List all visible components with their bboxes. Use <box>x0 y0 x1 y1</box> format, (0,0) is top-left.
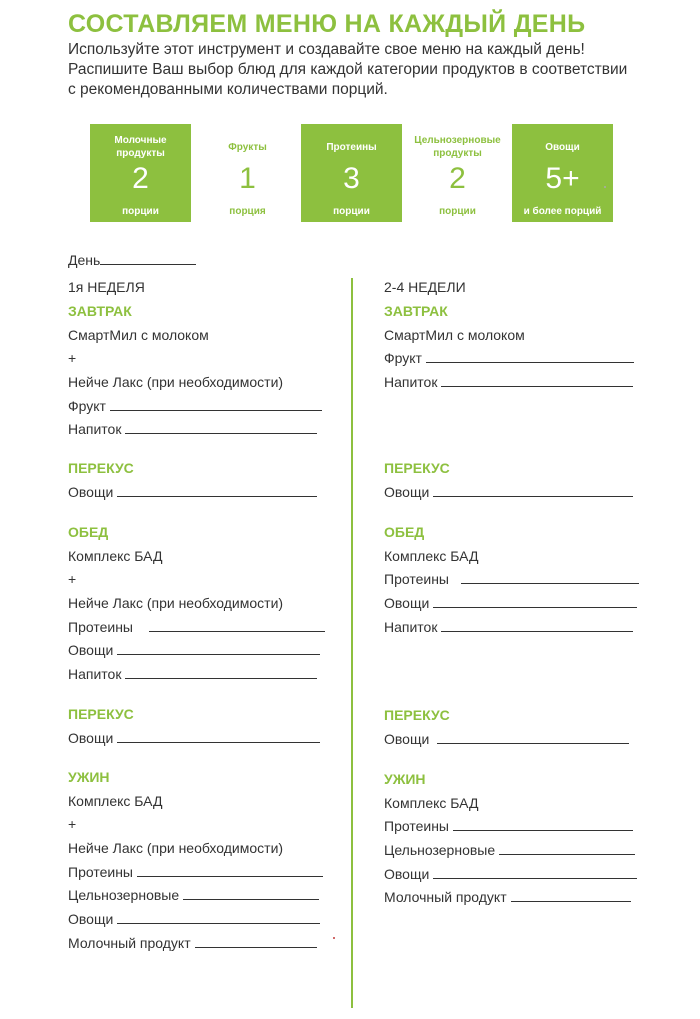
intro-text: Используйте этот инструмент и создавайте свое меню на каждый день! Распишите Ваш выбор блюд для каждой категории продуктов в соответствии с рекомендованными количествами порций. <box>68 41 628 98</box>
week1-snack2-title: ПЕРЕКУС <box>68 706 134 722</box>
field-label: Протеины <box>384 818 449 834</box>
week1-breakfast-drink[interactable] <box>68 421 317 437</box>
week2-snack1-title: ПЕРЕКУС <box>384 460 450 476</box>
field-label: Напиток <box>68 666 122 682</box>
fill-blank[interactable] <box>195 935 317 948</box>
fill-blank[interactable] <box>125 421 317 434</box>
serving-category: Протеины <box>326 141 377 153</box>
field-label: Овощи <box>68 730 114 746</box>
week2-dinner-title: УЖИН <box>384 771 426 787</box>
field-label: Фрукт <box>384 350 422 366</box>
week1-dinner-line: Нейче Лакс (при необходимости) <box>68 840 284 856</box>
week2-breakfast-line: СмартМил с молоком <box>384 327 525 343</box>
week1-breakfast-line: + <box>68 350 77 366</box>
week1-snack2-veg[interactable] <box>68 730 320 746</box>
field-label: Фрукт <box>68 398 106 414</box>
serving-box-wholegrains <box>407 124 508 222</box>
week1-lunch-title: ОБЕД <box>68 524 109 540</box>
week1-lunch-line: Комплекс БАД <box>68 548 163 564</box>
week1-dinner-grains[interactable] <box>68 887 319 903</box>
day-field[interactable] <box>68 252 196 268</box>
week1-breakfast-line: СмартМил с молоком <box>68 327 209 343</box>
fill-blank[interactable] <box>110 398 322 411</box>
week2-snack1-veg[interactable] <box>384 484 633 500</box>
fill-blank[interactable] <box>511 889 631 902</box>
week1-dinner-proteins[interactable] <box>68 864 323 880</box>
week1-breakfast-line: Нейче Лакс (при необходимости) <box>68 374 284 390</box>
week1-dinner-line: Комплекс БАД <box>68 793 163 809</box>
fill-blank[interactable] <box>461 571 639 584</box>
serving-unit: порции <box>333 206 370 217</box>
week2-heading: 2-4 НЕДЕЛИ <box>384 279 466 295</box>
field-label: Напиток <box>68 421 122 437</box>
fill-blank[interactable] <box>433 484 633 497</box>
serving-number: 3 <box>343 162 360 195</box>
serving-unit: порции <box>122 206 159 217</box>
fill-blank[interactable] <box>117 730 320 743</box>
serving-number: 1 <box>239 162 256 195</box>
week1-dinner-line: + <box>68 816 77 832</box>
week2-lunch-title: ОБЕД <box>384 524 425 540</box>
serving-unit: порция <box>229 206 266 217</box>
week2-breakfast-title: ЗАВТРАК <box>384 303 448 319</box>
field-label: Овощи <box>384 595 430 611</box>
field-label: Напиток <box>384 374 438 390</box>
fill-blank[interactable] <box>117 484 317 497</box>
day-blank[interactable] <box>100 252 196 265</box>
field-label: Протеины <box>384 571 449 587</box>
field-label: Овощи <box>68 911 114 927</box>
serving-category: Овощи <box>545 141 580 153</box>
serving-box-proteins <box>301 124 402 222</box>
day-label: День <box>68 252 101 268</box>
serving-number: 5+ <box>545 162 580 195</box>
week2-lunch-line: Комплекс БАД <box>384 548 479 564</box>
serving-box-fruits <box>197 124 298 222</box>
fill-blank[interactable] <box>437 731 629 744</box>
week1-snack1-title: ПЕРЕКУС <box>68 460 134 476</box>
serving-category: Молочные продукты <box>114 135 167 159</box>
fill-blank[interactable] <box>149 619 325 632</box>
fill-blank[interactable] <box>433 866 637 879</box>
week2-lunch-veg[interactable] <box>384 595 637 611</box>
paper-speck <box>333 937 335 939</box>
serving-category: Фрукты <box>228 141 267 153</box>
field-label: Овощи <box>68 484 114 500</box>
week2-lunch-proteins[interactable] <box>384 571 639 587</box>
field-label: Цельнозерновые <box>68 887 180 903</box>
fill-blank[interactable] <box>441 374 633 387</box>
week2-dinner-line: Комплекс БАД <box>384 795 479 811</box>
serving-category: Цельнозерновые продукты <box>414 135 501 159</box>
field-label: Овощи <box>384 731 430 747</box>
week1-snack1-veg[interactable] <box>68 484 317 500</box>
field-label: Протеины <box>68 619 133 635</box>
serving-unit: и более порций <box>523 206 602 217</box>
week1-lunch-line: + <box>68 571 77 587</box>
week2-snack2-title: ПЕРЕКУС <box>384 707 450 723</box>
page-title: СОСТАВЛЯЕМ МЕНЮ НА КАЖДЫЙ ДЕНЬ <box>68 10 586 38</box>
fill-blank[interactable] <box>125 666 317 679</box>
week2-breakfast-drink[interactable] <box>384 374 633 390</box>
field-label: Овощи <box>384 866 430 882</box>
week2-breakfast-fruit[interactable] <box>384 350 634 366</box>
field-label: Протеины <box>68 864 133 880</box>
fill-blank[interactable] <box>117 642 320 655</box>
field-label: Овощи <box>68 642 114 658</box>
field-label: Напиток <box>384 619 438 635</box>
fill-blank[interactable] <box>499 842 635 855</box>
week1-breakfast-title: ЗАВТРАК <box>68 303 132 319</box>
week1-dinner-title: УЖИН <box>68 769 110 785</box>
week2-snack2-veg[interactable] <box>384 731 629 747</box>
week1-lunch-drink[interactable] <box>68 666 317 682</box>
week1-breakfast-fruit[interactable] <box>68 398 322 414</box>
serving-unit: порции <box>439 206 476 217</box>
week1-lunch-proteins[interactable] <box>68 619 325 635</box>
week2-dinner-veg[interactable] <box>384 866 637 882</box>
serving-number: 2 <box>449 162 466 195</box>
week1-lunch-veg[interactable] <box>68 642 320 658</box>
week1-lunch-line: Нейче Лакс (при необходимости) <box>68 595 284 611</box>
fill-blank[interactable] <box>117 911 320 924</box>
field-label: Молочный продукт <box>384 889 507 905</box>
fill-blank[interactable] <box>183 887 319 900</box>
serving-box-vegetables <box>512 124 613 222</box>
fill-blank[interactable] <box>433 595 637 608</box>
week2-lunch-drink[interactable] <box>384 619 633 635</box>
field-label: Цельнозерновые <box>384 842 496 858</box>
fill-blank[interactable] <box>441 619 633 632</box>
fill-blank[interactable] <box>426 350 634 363</box>
field-label: Молочный продукт <box>68 935 191 951</box>
column-divider <box>351 278 353 1008</box>
serving-box-dairy <box>90 124 191 222</box>
fill-blank[interactable] <box>453 818 633 831</box>
serving-number: 2 <box>132 162 149 195</box>
paper-speck <box>604 186 606 188</box>
field-label: Овощи <box>384 484 430 500</box>
week2-dinner-proteins[interactable] <box>384 818 633 834</box>
fill-blank[interactable] <box>137 864 323 877</box>
week2-dinner-grains[interactable] <box>384 842 635 858</box>
week2-dinner-dairy[interactable] <box>384 889 631 905</box>
week1-dinner-dairy[interactable] <box>68 935 317 951</box>
week1-heading: 1я НЕДЕЛЯ <box>68 279 145 295</box>
week1-dinner-veg[interactable] <box>68 911 320 927</box>
